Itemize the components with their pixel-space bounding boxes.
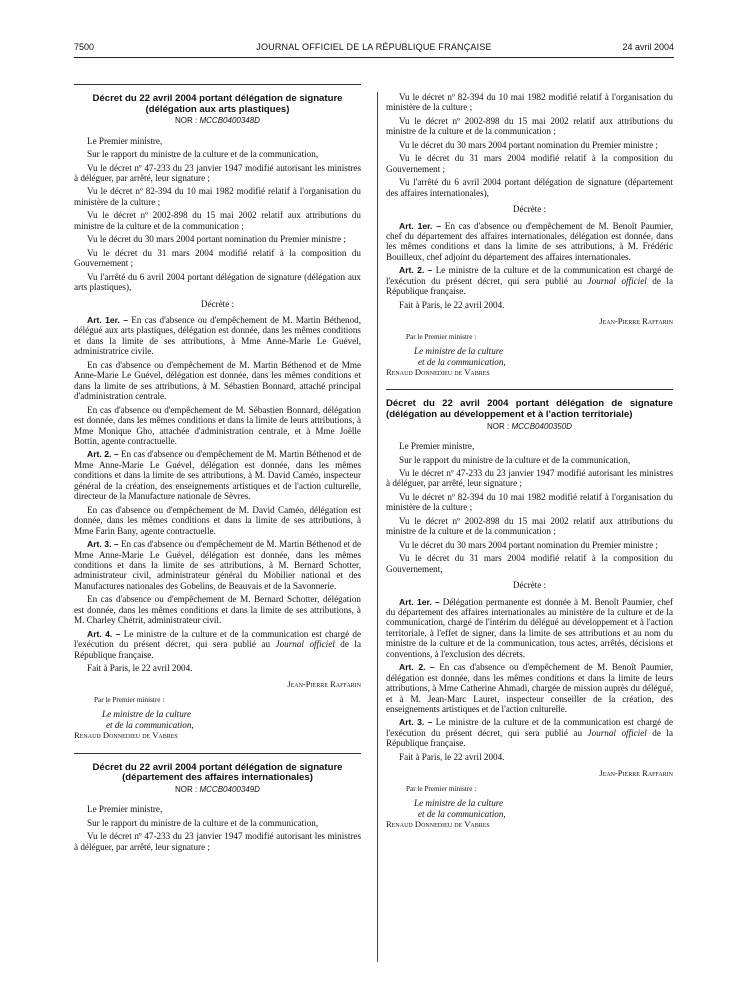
visa: Sur le rapport du ministre de la culture et de la communication, [399,454,631,465]
article [74,315,361,357]
page-header [74,42,674,56]
article-label: Art. 2. – [399,662,435,673]
visa: Vu le décret nº 2002-898 du 15 mai 2002 relatif aux attributions du ministre de la culture et de la communication ; [386,115,673,137]
signatory: Jean-Pierre Raffarin [287,679,361,690]
visa: Vu le décret du 31 mars 2004 modifié relatif à la composition du Gouvernement, [386,553,673,574]
nor-reference [74,116,361,126]
nor-reference [74,785,361,795]
article-text: En cas d'absence ou d'empêchement de M. Benoît Paumier, chef du département des affaires internationales, délégation est donnée, dans les mêmes conditions et dans la limite de ses attributions, à M. Frédéric Bouilleux, chef adjoint du département des affaires internationales. [386,220,674,262]
visa: Vu le décret du 30 mars 2004 portant nomination du Premier ministre ; [87,234,346,245]
nor-code: MCCB0400349D [199,784,260,794]
article-text: En cas d'absence ou d'empêchement de M. Benoît Paumier, délégation est donnée, dans les mêmes conditions et dans la limite de leurs attributions, à Mme Catherine Ahmadi, chargée de mission auprès du délégué, et à M. Jean-Marc Lauret, inspecteur conseiller de la création, des enseignements artistiques et de l'action culturelle. [386,662,673,715]
article-text: de la République française. [386,727,674,749]
nor-reference [386,422,673,432]
decree-title: Décret du 22 avril 2004 portant délégation de signature (département des affaires internationales) [92,761,343,784]
minister-title: et de la communication, [418,808,506,819]
minister-title: et de la communication, [418,356,506,367]
article [74,629,361,660]
visa: Vu le décret nº 47-233 du 23 janvier 1947 modifié autorisant les ministres à déléguer, par arrêté, leur signature ; [74,831,361,852]
signatory: Jean-Pierre Raffarin [599,316,673,327]
minister-name: Renaud Donnedieu de Vabres [74,730,178,741]
decree-separator [74,753,361,754]
journal-officiel-ref: Journal officiel [275,639,335,650]
decrete-label: Décrète : [512,204,547,215]
visa: Vu le décret nº 47-233 du 23 janvier 1947 modifié autorisant les ministres à déléguer, par arrêté, leur signature ; [386,467,673,489]
article-text: Le ministre de la culture et de la communication est chargé de l'exécution du présent décret, qui sera publié au [74,628,362,650]
visa: Vu le décret du 30 mars 2004 portant nomination du Premier ministre ; [399,539,658,550]
article-paragraph: En cas d'absence ou d'empêchement de M. Sébastien Bonnard, délégation est donnée, dans les mêmes conditions et dans la limite de leurs attributions, à Mme Monique Gho, attachée d'administration centrale, et à Mme Joëlle Bottin, agente contractuelle. [74,404,361,446]
article [386,597,673,660]
article-text: En cas d'absence ou d'empêchement de M. Martin Béthenod et de Mme Anne-Marie Le Guével, délégation est donnée, dans les mêmes conditions et dans la limite de ses attributions, à M. Bernard Schotter, administrateur civil, administrateur général du Mobilier national et des Manufactures nationales des Gobelins, de Beauvais et de la Savonnerie. [74,539,362,591]
nor-code: MCCB0400350D [511,421,572,431]
article-label: Art. 2. – [87,449,119,460]
visa: Le Premier ministre, [87,135,163,146]
decree-title: Décret du 22 avril 2004 portant délégation de signature (délégation au développement et à l'action territoriale) [386,398,673,421]
journal-title: JOURNAL OFFICIEL DE LA RÉPUBLIQUE FRANÇAISE [256,42,492,52]
article-label: Art. 1er. – [399,220,442,231]
signatory: Jean-Pierre Raffarin [599,768,673,779]
article-text: En cas d'absence ou d'empêchement de M. Martin Béthenod, délégué aux arts plastiques, délégation est donnée, dans les mêmes conditions et dans la limite de ses attributions, à Mme Anne-Marie Le Guével, administratrice civile. [74,314,362,357]
done-at: Fait à Paris, le 22 avril 2004. [87,663,193,674]
left-column [74,84,361,855]
article-text: En cas d'absence ou d'empêchement de M. Martin Béthenod et de Mme Anne-Marie Le Guével, délégation est donnée, dans les mêmes conditions et dans la limite de ses attributions, à M. David Caméo, inspecteur général de la création, des enseignements artistiques et de l'action culturelle, directeur de la Manufacture nationale de Sèvres. [74,449,362,502]
done-at: Fait à Paris, le 22 avril 2004. [399,751,505,762]
article-text: Délégation permanente est donnée à M. Benoît Paumier, chef du département des affaires internationales au ministère de la culture et de la communication, chargé de l'intérim du délégué au développement et à l'action territoriale, à l'effet de signer, dans la limite de ses attributions et au nom du ministre de la culture et de la communication, tous actes, arrêtés, décisions et conventions, à l'exclusion des décrets. [386,596,673,659]
visa: Sur le rapport du ministre de la culture et de la communication, [87,817,319,828]
visa: Vu le décret nº 82-394 du 10 mai 1982 modifié relatif à l'organisation du ministère de la culture ; [74,186,361,207]
article-text: de la République française. [74,639,362,660]
by-prime-minister: Par le Premier ministre : [94,695,165,704]
article-label: Art. 1er. – [399,596,440,607]
article-text: Le ministre de la culture et de la communication est chargé de l'exécution du présent décret, qui sera publié au [386,265,674,286]
visa: Vu le décret nº 82-394 du 10 mai 1982 modifié relatif à l'organisation du ministère de la culture ; [386,491,673,513]
article-text: Le ministre de la culture et de la communication est chargé de l'exécution du présent décret, qui sera publié au [386,717,674,738]
done-at: Fait à Paris, le 22 avril 2004. [399,299,505,310]
decree-separator [386,389,673,390]
decree-separator [74,84,361,85]
article-label: Art. 3. – [87,539,119,550]
minister-name: Renaud Donnedieu de Vabres [386,366,490,377]
article-paragraph: En cas d'absence ou d'empêchement de M. Bernard Schotter, délégation est donnée, dans les mêmes conditions et dans la limite de ses attributions, à M. Charley Chétrit, administrateur civil. [74,594,361,626]
article [386,662,673,714]
minister-title: Le ministre de la culture [102,709,192,720]
visa: Vu l'arrêté du 6 avril 2004 portant délégation de signature (département des affaires internationales), [386,177,673,198]
minister-name: Renaud Donnedieu de Vabres [386,819,490,830]
minister-title: et de la communication, [106,719,194,730]
article-paragraph: En cas d'absence ou d'empêchement de M. David Caméo, délégation est donnée, dans les mêmes conditions et dans la limite de ses attributions, à Mme Farin Bany, agente contractuelle. [74,504,361,536]
article [386,221,673,263]
visa: Vu le décret du 31 mars 2004 modifié relatif à la composition du Gouvernement ; [386,153,673,174]
minister-title: Le ministre de la culture [414,798,504,809]
column-divider [377,92,378,962]
article-text: de la République française. [386,275,674,297]
article-label: Art. 3. – [399,717,433,728]
nor-code: MCCB0400348D [199,116,260,126]
nor-label: NOR : [487,421,510,431]
decrete-label: Décrète : [512,580,547,591]
visa: Vu le décret nº 47-233 du 23 janvier 1947 modifié autorisant les ministres à déléguer, par arrêté, leur signature ; [74,162,361,183]
decrete-label: Décrète : [200,298,235,309]
article-label: Art. 1er. – [87,314,129,325]
visa: Vu le décret nº 2002-898 du 15 mai 2002 relatif aux attributions du ministre de la culture et de la communication ; [74,210,361,231]
by-prime-minister: Par le Premier ministre : [406,784,477,793]
visa: Vu le décret nº 2002-898 du 15 mai 2002 relatif aux attributions du ministre de la culture et de la communication ; [386,515,673,537]
visa: Vu le décret du 31 mars 2004 modifié relatif à la composition du Gouvernement ; [74,247,361,269]
by-prime-minister: Par le Premier ministre : [406,332,477,341]
issue-date: 24 avril 2004 [622,42,674,52]
visa: Vu le décret du 30 mars 2004 portant nomination du Premier ministre ; [399,139,658,150]
right-column [386,92,673,830]
journal-officiel-ref: Journal officiel [587,275,647,286]
nor-label: NOR : [175,116,198,126]
article-label: Art. 2. – [399,265,433,276]
page-number: 7500 [74,42,95,52]
visa: Vu l'arrêté du 6 avril 2004 portant délégation de signature (délégation aux arts plastiques), [74,271,361,293]
article-paragraph: En cas d'absence ou d'empêchement de M. Martin Béthenod et de Mme Anne-Marie Le Guével, délégation est donnée, dans les mêmes conditions et dans la limite de ses attributions, à M. Sébastien Bonnard, attaché principal d'administration centrale. [74,359,361,402]
visa: Le Premier ministre, [87,804,163,815]
article [74,539,361,591]
journal-officiel-ref: Journal officiel [587,727,647,738]
decree-title: Décret du 22 avril 2004 portant délégation de signature (délégation aux arts plastiques) [92,93,343,115]
minister-title: Le ministre de la culture [414,346,504,357]
visa: Sur le rapport du ministre de la culture et de la communication, [87,149,319,160]
article [386,717,673,748]
article [74,449,361,501]
article [386,265,673,296]
visa: Le Premier ministre, [399,441,475,452]
nor-label: NOR : [175,784,198,794]
header-rule [74,57,674,58]
article-label: Art. 4. – [87,628,121,639]
visa: Vu le décret nº 82-394 du 10 mai 1982 modifié relatif à l'organisation du ministère de la culture ; [386,92,673,113]
